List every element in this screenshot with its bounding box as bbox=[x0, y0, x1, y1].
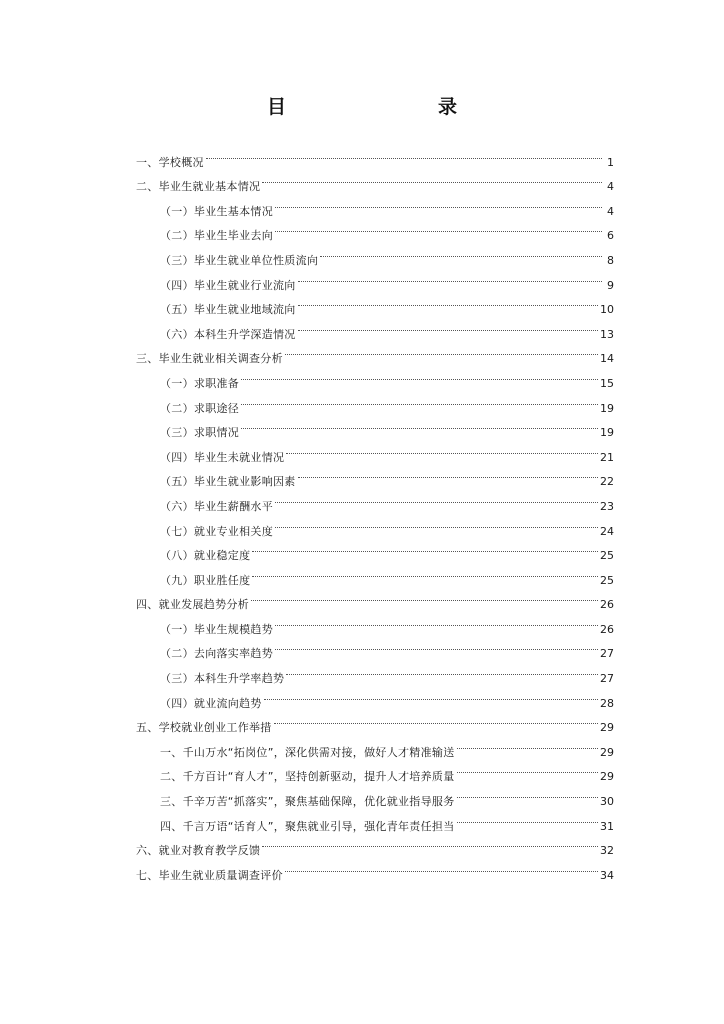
toc-entry-label: 二、千方百计“育人才”，坚持创新驱动，提升人才培养质量 bbox=[160, 770, 455, 784]
toc-entry-page-number: 27 bbox=[600, 647, 614, 661]
toc-entry-page-number: 24 bbox=[600, 524, 614, 538]
toc-leader-dots bbox=[285, 338, 598, 363]
toc-entry-label: （一）毕业生规模趋势 bbox=[160, 622, 273, 636]
toc-entry-label: （八）就业稳定度 bbox=[160, 549, 251, 563]
toc-leader-dots bbox=[457, 805, 599, 830]
toc-entry[interactable] bbox=[136, 166, 614, 194]
toc-leader-dots bbox=[285, 854, 598, 879]
toc-leader-dots bbox=[241, 362, 598, 387]
toc-leader-dots bbox=[286, 436, 598, 461]
toc-entry-label: 三、千辛万苦“抓落实”，聚焦基础保障，优化就业指导服务 bbox=[160, 795, 455, 809]
toc-leader-dots bbox=[264, 682, 598, 707]
toc-entry-label: 五、学校就业创业工作举措 bbox=[136, 721, 272, 735]
toc-entry-page-number: 6 bbox=[607, 229, 614, 243]
toc-leader-dots bbox=[275, 215, 602, 240]
toc-entry-page-number: 4 bbox=[607, 180, 614, 194]
toc-entry-label: （六）毕业生薪酬水平 bbox=[160, 499, 273, 513]
toc-entry-page-number: 29 bbox=[600, 745, 614, 759]
toc-leader-dots bbox=[286, 657, 598, 682]
toc-entry-page-number: 13 bbox=[600, 327, 614, 341]
toc-entry-label: 六、就业对教育教学反馈 bbox=[136, 844, 261, 858]
toc-entry-label: （三）求职情况 bbox=[160, 426, 240, 440]
toc-entry-page-number: 25 bbox=[600, 549, 614, 563]
toc-entry-label: （三）毕业生就业单位性质流向 bbox=[160, 253, 319, 267]
toc-entry-page-number: 29 bbox=[600, 770, 614, 784]
toc-entry-label: （七）就业专业相关度 bbox=[160, 524, 273, 538]
toc-leader-dots bbox=[241, 387, 598, 412]
toc-entry-page-number: 15 bbox=[600, 376, 614, 390]
toc-leader-dots bbox=[298, 264, 602, 289]
toc-leader-dots bbox=[298, 461, 598, 486]
toc-leader-dots bbox=[262, 166, 602, 191]
toc-entry-page-number: 29 bbox=[600, 721, 614, 735]
toc-leader-dots bbox=[298, 289, 598, 314]
toc-entry-label: （二）去向落实率趋势 bbox=[160, 647, 273, 661]
toc-entry-page-number: 30 bbox=[600, 795, 614, 809]
toc-entry-page-number: 22 bbox=[600, 475, 614, 489]
toc-entry-page-number: 34 bbox=[600, 868, 614, 882]
toc-entry-label: （一）求职准备 bbox=[160, 376, 240, 390]
toc-entry-label: （九）职业胜任度 bbox=[160, 573, 251, 587]
toc-leader-dots bbox=[252, 535, 598, 560]
toc-entry-page-number: 9 bbox=[607, 278, 614, 292]
toc-entry-label: 一、千山万水“拓岗位”，深化供需对接，做好人才精准输送 bbox=[160, 745, 455, 759]
toc-entry-page-number: 8 bbox=[607, 253, 614, 267]
toc-leader-dots bbox=[457, 756, 599, 781]
toc-leader-dots bbox=[252, 559, 598, 584]
toc-entry-page-number: 32 bbox=[600, 844, 614, 858]
toc-entry-page-number: 19 bbox=[600, 426, 614, 440]
toc-entry-page-number: 31 bbox=[600, 819, 614, 833]
toc-leader-dots bbox=[274, 707, 598, 732]
toc-entry-label: （三）本科生升学率趋势 bbox=[160, 672, 285, 686]
toc-leader-dots bbox=[251, 584, 598, 609]
toc-entry[interactable] bbox=[136, 141, 614, 169]
toc-entry-label: （四）就业流向趋势 bbox=[160, 696, 262, 710]
toc-entry-label: （一）毕业生基本情况 bbox=[160, 204, 273, 218]
toc-entry-label: （六）本科生升学深造情况 bbox=[160, 327, 296, 341]
page-title: 目 录 bbox=[266, 96, 495, 118]
toc-leader-dots bbox=[275, 190, 602, 215]
toc-leader-dots bbox=[262, 830, 598, 855]
toc-entry-label: 二、毕业生就业基本情况 bbox=[136, 180, 261, 194]
toc-entry-page-number: 19 bbox=[600, 401, 614, 415]
toc-entry-label: （五）毕业生就业影响因素 bbox=[160, 475, 296, 489]
toc-leader-dots bbox=[275, 510, 598, 535]
toc-entry-label: （二）求职途径 bbox=[160, 401, 240, 415]
toc-leader-dots bbox=[320, 239, 602, 264]
toc-entry-page-number: 25 bbox=[600, 573, 614, 587]
toc-entry-page-number: 26 bbox=[600, 598, 614, 612]
toc-entry-page-number: 27 bbox=[600, 672, 614, 686]
toc-entry-label: （四）毕业生就业行业流向 bbox=[160, 278, 296, 292]
toc-entry-page-number: 4 bbox=[607, 204, 614, 218]
table-of-contents bbox=[136, 141, 614, 882]
toc-entry-page-number: 28 bbox=[600, 696, 614, 710]
toc-leader-dots bbox=[275, 633, 598, 658]
toc-entry-page-number: 26 bbox=[600, 622, 614, 636]
toc-entry-label: 一、学校概况 bbox=[136, 155, 204, 169]
toc-entry-label: 三、毕业生就业相关调查分析 bbox=[136, 352, 283, 366]
toc-entry-label: （二）毕业生毕业去向 bbox=[160, 229, 273, 243]
toc-entry-page-number: 23 bbox=[600, 499, 614, 513]
toc-leader-dots bbox=[206, 141, 602, 166]
toc-entry-label: 四、就业发展趋势分析 bbox=[136, 598, 249, 612]
toc-entry-label: （五）毕业生就业地域流向 bbox=[160, 303, 296, 317]
toc-entry-page-number: 14 bbox=[600, 352, 614, 366]
toc-leader-dots bbox=[241, 412, 598, 437]
toc-leader-dots bbox=[457, 780, 599, 805]
toc-entry-label: 七、毕业生就业质量调查评价 bbox=[136, 868, 283, 882]
toc-entry-page-number: 21 bbox=[600, 450, 614, 464]
toc-entry-label: 四、千言万语“话育人”，聚焦就业引导，强化青年责任担当 bbox=[160, 819, 455, 833]
toc-leader-dots bbox=[275, 608, 598, 633]
toc-leader-dots bbox=[457, 731, 599, 756]
toc-entry-page-number: 10 bbox=[600, 303, 614, 317]
toc-leader-dots bbox=[275, 485, 598, 510]
toc-entry-label: （四）毕业生未就业情况 bbox=[160, 450, 285, 464]
toc-leader-dots bbox=[298, 313, 598, 338]
toc-entry-page-number: 1 bbox=[607, 155, 614, 169]
